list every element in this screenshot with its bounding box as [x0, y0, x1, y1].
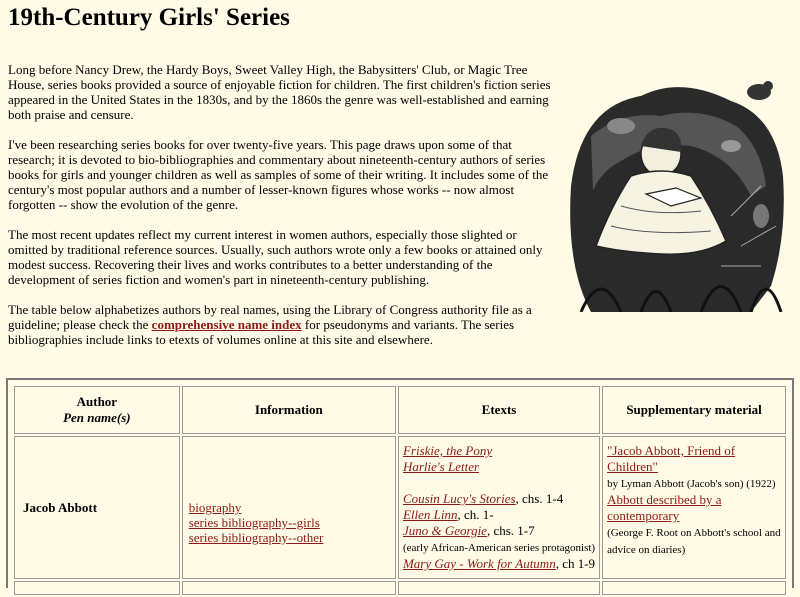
- etext-link-cousin-lucy[interactable]: Cousin Lucy's Stories: [402, 491, 516, 506]
- supp-note-friend-of-children: by Lyman Abbott (Jacob's son) (1922): [607, 478, 776, 490]
- table-row: [14, 581, 786, 595]
- etext-note-mary-gay: , ch 1-9: [555, 556, 596, 571]
- next-row-cell: [182, 581, 396, 595]
- intro-p4-text: The table below alphabetizes authors by real names, using the Library of Congress authority file as a guideline; please check the: [8, 302, 532, 332]
- author-name: Jacob Abbott: [14, 436, 180, 579]
- header-information: Information: [182, 386, 396, 434]
- etext-note-cousin-lucy: , chs. 1-4: [515, 491, 564, 506]
- information-cell: [182, 436, 396, 579]
- series-bibliography-other-link[interactable]: series bibliography--other: [188, 530, 324, 545]
- header-pen-names-label: Pen name(s): [63, 410, 131, 425]
- authors-table: [12, 384, 788, 597]
- supplementary-cell: [602, 436, 786, 579]
- comprehensive-name-index-link[interactable]: comprehensive name index: [151, 317, 302, 332]
- intro-paragraph-1: Long before Nancy Drew, the Hardy Boys, Sweet Valley High, the Babysitters' Club, or Magic Tree House, series books provided a source of enjoyable fiction for children. The first children's fiction series appeared in the United States in the 1830s, and by the 1860s the genre was well-established and earning both praise and censure.: [8, 62, 551, 122]
- etext-link-harlies-letter[interactable]: Harlie's Letter: [402, 459, 480, 474]
- header-etexts: Etexts: [398, 386, 600, 434]
- supp-link-friend-of-children[interactable]: "Jacob Abbott, Friend of Children": [607, 443, 736, 474]
- page-title: 19th-Century Girls' Series: [8, 4, 290, 31]
- header-supplementary: Supplementary material: [602, 386, 786, 434]
- biography-link[interactable]: biography: [188, 500, 242, 515]
- etext-link-juno-georgie[interactable]: Juno & Georgie: [402, 523, 487, 538]
- supp-link-contemporary[interactable]: Abbott described by a contemporary: [607, 492, 722, 523]
- table-header-row: [14, 386, 786, 434]
- series-bibliography-girls-link[interactable]: series bibliography--girls: [188, 515, 320, 530]
- etext-desc-juno-georgie: (early African-American series protagonist): [402, 542, 596, 554]
- etexts-cell: [398, 436, 600, 579]
- etext-link-ellen-linn[interactable]: Ellen Linn: [402, 507, 458, 522]
- intro-paragraph-2: I've been researching series books for over twenty-five years. This page draws upon some of that research; it is devoted to bio-bibliographies and commentary about nineteenth-century authors of series books for girls and younger children as well as samples of some of their writing. It includes some of the century's most popular authors and a number of lesser-known figures whose works -- now almost forgotten -- show the evolution of the genre.: [8, 137, 549, 212]
- girl-reading-illustration: [561, 66, 789, 312]
- supp-note-contemporary: (George F. Root on Abbott's school and advice on diaries): [607, 527, 781, 556]
- next-row-cell: [602, 581, 786, 595]
- next-row-cell: [398, 581, 600, 595]
- authors-table-frame: [6, 378, 794, 588]
- intro-paragraph-3: The most recent updates reflect my current interest in women authors, especially those slighted or omitted by traditional reference sources. Usually, such authors wrote only a few books or attained only modest success. Recovering their lives and works contributes to a better understanding of the development of series fiction and women's part in nineteenth-century publishing.: [8, 227, 543, 287]
- etext-note-ellen-linn: , ch. 1-: [457, 507, 494, 522]
- etext-link-friskie[interactable]: Friskie, the Pony: [402, 443, 493, 458]
- etext-note-juno-georgie: , chs. 1-7: [486, 523, 535, 538]
- header-author-label: Author: [76, 394, 118, 409]
- header-author: [14, 386, 180, 434]
- intro-paragraph-4: [8, 302, 554, 347]
- next-row-cell: [14, 581, 180, 595]
- etext-link-mary-gay[interactable]: Mary Gay - Work for Autumn: [402, 556, 556, 571]
- intro-text: [8, 62, 554, 362]
- table-row: [14, 436, 786, 579]
- intro-p4-text-end: for pseudonyms and variants. The series bibliographies include links to etexts of volumes online at this site and elsewhere.: [8, 317, 515, 347]
